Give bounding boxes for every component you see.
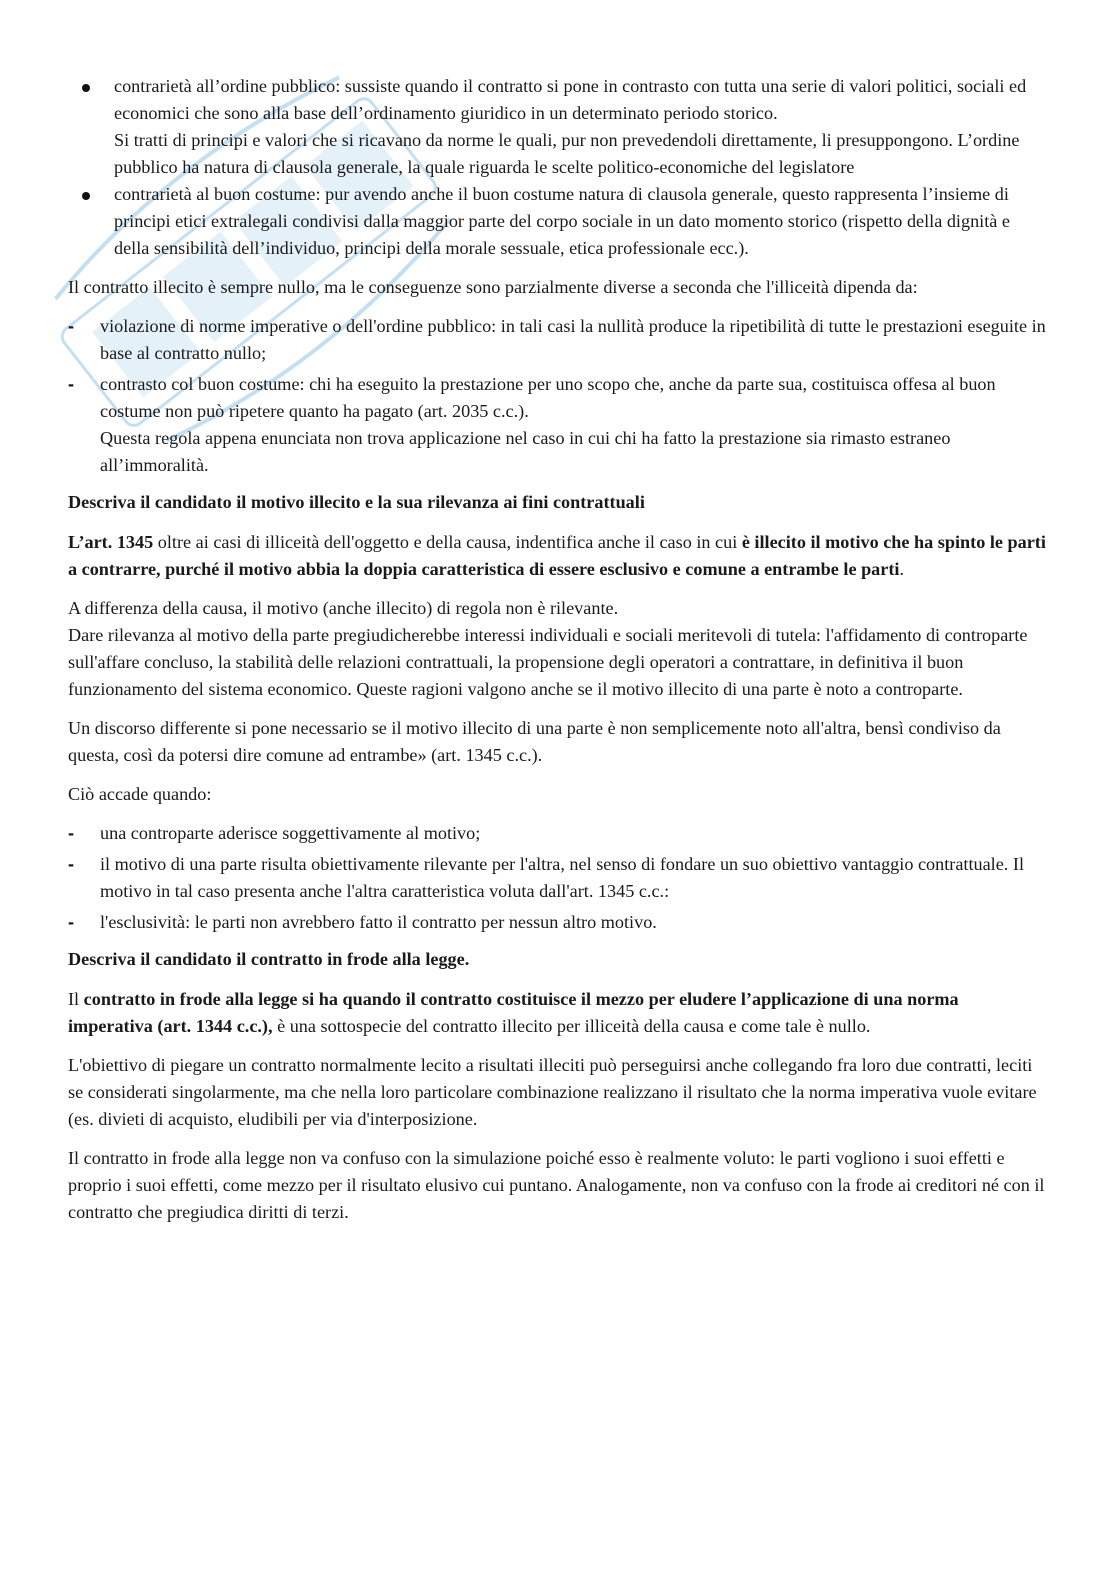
paragraph-text: Il xyxy=(68,989,84,1009)
paragraph-obiettivo: L'obiettivo di piegare un contratto normalmente lecito a risultati illeciti può perseguirsi anche collegando fra loro due contratti, leciti se considerati singolarmente, ma che nella loro particolare combinazione realizzano il risultato che la norma imperativa vuole evitare (es. divieti di acquisto, eludibili per via d'interposizione. xyxy=(68,1055,1037,1129)
dash-text: contrasto col buon costume: chi ha eseguito la prestazione per uno scopo che, anche da parte sua, costituisca offesa al buon costume non può ripetere quanto ha pagato (art. 2035 c.c.). xyxy=(100,374,996,421)
emphasis-text: contratto in frode alla legge si ha quando il contratto costituisce il mezzo per eludere l’applicazione di una norma imperativa (art. 1344 c.c.), xyxy=(68,989,959,1036)
bullet-dot-icon xyxy=(82,192,90,200)
dash-marker-icon: - xyxy=(68,823,75,843)
dash-item xyxy=(68,851,1048,905)
paragraph-illecito: Il contratto illecito è sempre nullo, ma le conseguenze sono parzialmente diverse a seconda che l'illiceità dipenda da: xyxy=(68,277,918,297)
bullet-ordine-pubblico xyxy=(68,73,1048,181)
paragraph-line: Dare rilevanza al motivo della parte pregiudicherebbe interessi individuali e sociali meritevoli di tutela: l'affidamento di controparte sull'affare concluso, la stabilità delle relazioni contrattuali, la propensione degli operatori a contrattare, in definitiva il buon funzionamento del sistema economico. Queste ragioni valgono anche se il motivo illecito di una parte è noto a controparte. xyxy=(68,625,1028,699)
dash-text: Questa regola appena enunciata non trova applicazione nel caso in cui chi ha fatto la prestazione sia rimasto estraneo all’immoralità. xyxy=(100,428,951,475)
dash-text: una controparte aderisce soggettivamente al motivo; xyxy=(100,823,481,843)
dash-marker-icon: - xyxy=(68,316,75,336)
paragraph-differenza xyxy=(68,595,1048,703)
illecito-dash-list xyxy=(68,313,1048,479)
paragraph-simulazione: Il contratto in frode alla legge non va confuso con la simulazione poiché esso è realmente voluto: le parti vogliono i suoi effetti e proprio i suoi effetti, come mezzo per il risultato elusivo cui puntano. Analogamente, non va confuso con la frode ai creditori né con il contratto che pregiudica diritti di terzi. xyxy=(68,1148,1045,1222)
paragraph-text: è una sottospecie del contratto illecito per illiceità della causa e come tale è nullo. xyxy=(272,1016,871,1036)
heading-contratto-frode: Descriva il candidato il contratto in frode alla legge. xyxy=(68,949,470,969)
paragraph-cio-accade: Ciò accade quando: xyxy=(68,784,212,804)
dash-text: il motivo di una parte risulta obiettivamente rilevante per l'altra, nel senso di fondare un suo obiettivo vantaggio contrattuale. Il motivo in tal caso presenta anche l'altra caratteristica voluta dall'art. 1345 c.c.: xyxy=(100,854,1025,901)
dash-marker-icon: - xyxy=(68,374,75,394)
heading-motivo-illecito: Descriva il candidato il motivo illecito e la sua rilevanza ai fini contrattuali xyxy=(68,492,645,512)
paragraph-text: oltre ai casi di illiceità dell'oggetto e della causa, indentifica anche il caso in cui xyxy=(153,532,742,552)
bullet-text: contrarietà al buon costume: pur avendo anche il buon costume natura di clausola generale, questo rappresenta l’insieme di principi etici extralegali condivisi dalla maggior parte del corpo sociale in un dato momento storico (rispetto della dignità e della sensibilità dell’individuo, principi della morale sessuale, etica professionale ecc.). xyxy=(114,184,1010,258)
art-reference: L’art. 1345 xyxy=(68,532,154,552)
paragraph-discorso: Un discorso differente si pone necessario se il motivo illecito di una parte è non semplicemente noto all'altra, bensì condiviso da questa, così da potersi dire comune ad entrambe» (art. 1345 c.c.). xyxy=(68,718,1001,765)
dash-item xyxy=(68,909,1048,936)
bullet-text: contrarietà all’ordine pubblico: sussiste quando il contratto si pone in contrasto con tutta una serie di valori politici, sociali ed economici che sono alla base dell’ordinamento giuridico in un determinato periodo storico. xyxy=(114,76,1027,123)
bullet-dot-icon xyxy=(82,84,90,92)
paragraph-text: . xyxy=(899,559,905,579)
cio-dash-list xyxy=(68,820,1048,936)
dash-marker-icon: - xyxy=(68,912,75,932)
emphasis-text: è illecito il motivo che ha spinto le parti a contrarre, purché il motivo abbia la doppia caratteristica di essere esclusivo e comune a entrambe le parti xyxy=(68,532,1046,579)
dash-item xyxy=(68,820,1048,847)
document-body xyxy=(68,73,1048,1238)
bullet-buon-costume xyxy=(68,181,1048,262)
paragraph-line: A differenza della causa, il motivo (anche illecito) di regola non è rilevante. xyxy=(68,598,619,618)
dash-item-norme-imperative xyxy=(68,313,1048,367)
dash-item-buon-costume xyxy=(68,371,1048,479)
dash-text: violazione di norme imperative o dell'ordine pubblico: in tali casi la nullità produce la ripetibilità di tutte le prestazioni eseguite in base al contratto nullo; xyxy=(100,316,1046,363)
dash-marker-icon: - xyxy=(68,854,75,874)
paragraph-art-1345 xyxy=(68,529,1048,583)
dash-text: l'esclusività: le parti non avrebbero fatto il contratto per nessun altro motivo. xyxy=(100,912,657,932)
intro-bullet-list xyxy=(68,73,1048,262)
paragraph-frode-legge xyxy=(68,986,1048,1040)
bullet-text: Si tratti di principi e valori che si ricavano da norme le quali, pur non prevedendoli direttamente, li presuppongono. L’ordine pubblico ha natura di clausola generale, la quale riguarda le scelte politico-economiche del legislatore xyxy=(114,130,1020,177)
